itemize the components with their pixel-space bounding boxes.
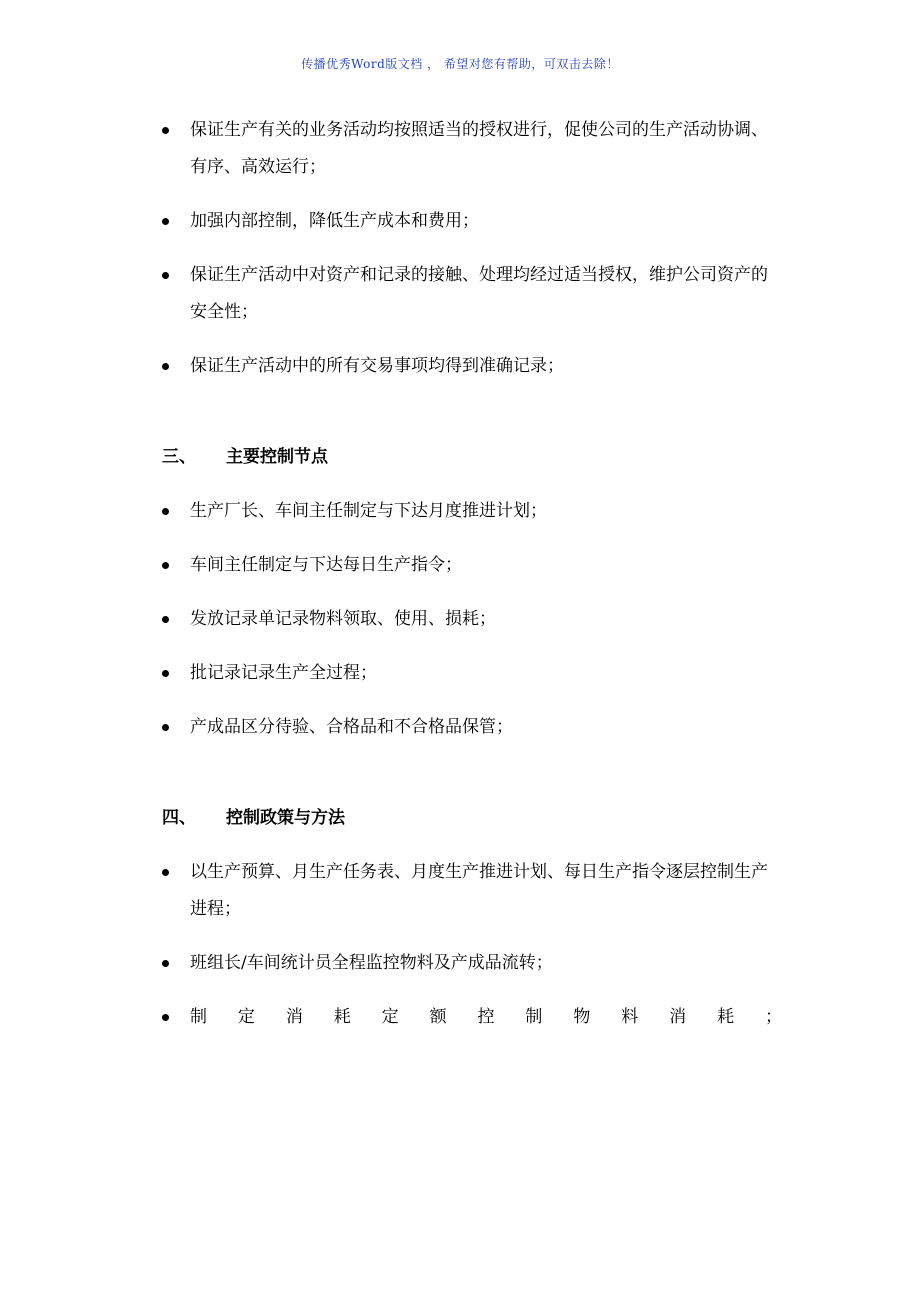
list-item	[162, 945, 782, 982]
list-item-text: 加强内部控制，降低生产成本和费用；	[190, 211, 479, 231]
bullet-icon	[162, 218, 169, 225]
list-item	[162, 601, 782, 638]
bullet-icon	[162, 616, 169, 623]
list-item-text: 班组长/车间统计员全程监控物料及产成品流转；	[190, 953, 553, 973]
list-item	[162, 348, 782, 385]
page-header: 传播优秀Word版文档 ， 希望对您有帮助，可双击去除！	[301, 57, 619, 71]
section-heading-4	[162, 800, 782, 837]
list-item	[162, 257, 782, 331]
list-item	[162, 112, 782, 186]
list-item-text: 车间主任制定与下达每日生产指令；	[190, 555, 462, 575]
list-item	[162, 655, 782, 692]
section-number: 三、	[162, 447, 196, 467]
bullet-icon	[162, 363, 169, 370]
bullet-icon	[162, 508, 169, 515]
list-item-text: 制定消耗定额控制物料消耗；	[190, 1007, 782, 1027]
document-body	[162, 112, 782, 1053]
bullet-icon	[162, 127, 169, 134]
bullet-icon	[162, 724, 169, 731]
list-item-text: 保证生产活动中的所有交易事项均得到准确记录；	[190, 356, 564, 376]
list-item-text: 生产厂长、车间主任制定与下达月度推进计划；	[190, 501, 547, 521]
bullet-icon	[162, 869, 169, 876]
list-item	[162, 203, 782, 240]
list-item-text: 以生产预算、月生产任务表、月度生产推进计划、每日生产指令逐层控制生产进程；	[190, 862, 768, 919]
list-item-text: 发放记录单记录物料领取、使用、损耗；	[190, 609, 496, 629]
list-item	[162, 854, 782, 928]
bullet-icon	[162, 1014, 169, 1021]
list-item-text: 保证生产活动中对资产和记录的接触、处理均经过适当授权，维护公司资产的安全性；	[190, 265, 768, 322]
bullet-icon	[162, 272, 169, 279]
section-title: 控制政策与方法	[226, 808, 345, 828]
list-item	[162, 999, 782, 1036]
section-number: 四、	[162, 808, 196, 828]
list-item	[162, 493, 782, 530]
section-heading-3	[162, 439, 782, 476]
bullet-icon	[162, 562, 169, 569]
list-item-text: 批记录记录生产全过程；	[190, 663, 377, 683]
bullet-icon	[162, 670, 169, 677]
list-item-text: 产成品区分待验、合格品和不合格品保管；	[190, 717, 513, 737]
section-title: 主要控制节点	[226, 447, 328, 467]
bullet-icon	[162, 960, 169, 967]
list-item	[162, 547, 782, 584]
list-item-text: 保证生产有关的业务活动均按照适当的授权进行，促使公司的生产活动协调、有序、高效运行；	[190, 120, 768, 177]
list-item	[162, 709, 782, 746]
